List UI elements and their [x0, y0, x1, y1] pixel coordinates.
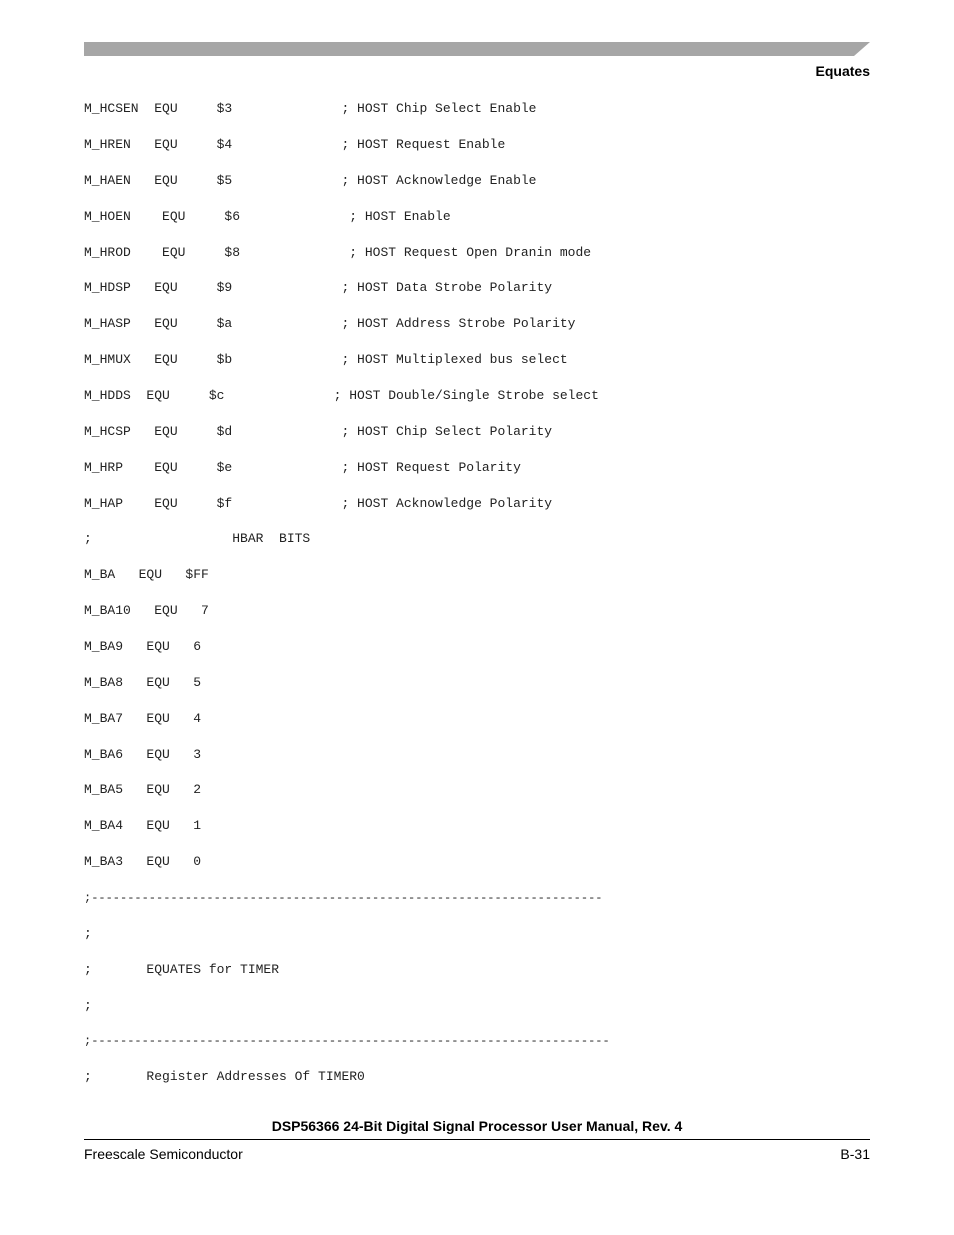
section-title: Equates [815, 63, 870, 79]
code-line: M_HAP EQU $f ; HOST Acknowledge Polarity [84, 496, 553, 511]
code-line: ;------------------------------------------------------------------------ [84, 1034, 610, 1048]
code-line: M_BA7 EQU 4 [84, 711, 202, 726]
header-bar [84, 42, 870, 56]
code-line: M_HDSP EQU $9 ; HOST Data Strobe Polarity [84, 280, 553, 295]
code-line: M_HCSP EQU $d ; HOST Chip Select Polarity [84, 424, 553, 439]
code-line: ; [84, 998, 92, 1013]
code-line: M_BA6 EQU 3 [84, 747, 202, 762]
code-line: M_BA8 EQU 5 [84, 675, 202, 690]
footer-page-number: B-31 [840, 1146, 870, 1162]
code-line: M_BA5 EQU 2 [84, 782, 202, 797]
footer-divider [84, 1139, 870, 1140]
code-line: M_BA3 EQU 0 [84, 854, 202, 869]
code-line: M_HMUX EQU $b ; HOST Multiplexed bus select [84, 352, 568, 367]
code-line: M_HOEN EQU $6 ; HOST Enable [84, 209, 451, 224]
code-line: M_BA4 EQU 1 [84, 818, 202, 833]
code-line: M_HAEN EQU $5 ; HOST Acknowledge Enable [84, 173, 537, 188]
footer-manual-title: DSP56366 24-Bit Digital Signal Processor User Manual, Rev. 4 [271, 1118, 683, 1134]
code-line: M_BA EQU $FF [84, 567, 209, 582]
code-line: M_HRP EQU $e ; HOST Request Polarity [84, 460, 521, 475]
code-line: M_BA10 EQU 7 [84, 603, 209, 618]
code-line: ;----------------------------------------------------------------------- [84, 891, 603, 905]
code-line: M_HASP EQU $a ; HOST Address Strobe Polarity [84, 316, 576, 331]
code-line: ; Register Addresses Of TIMER0 [84, 1069, 365, 1084]
code-line: ; HBAR BITS [84, 531, 311, 546]
code-line: M_BA9 EQU 6 [84, 639, 202, 654]
code-line: M_HDDS EQU $c ; HOST Double/Single Strobe select [84, 388, 599, 403]
code-line: ; [84, 926, 92, 941]
code-line: M_HCSEN EQU $3 ; HOST Chip Select Enable [84, 101, 537, 116]
code-line: M_HROD EQU $8 ; HOST Request Open Dranin mode [84, 245, 592, 260]
code-line: M_HREN EQU $4 ; HOST Request Enable [84, 137, 506, 152]
code-line: ; EQUATES for TIMER [84, 962, 280, 977]
footer-company: Freescale Semiconductor [84, 1146, 243, 1162]
